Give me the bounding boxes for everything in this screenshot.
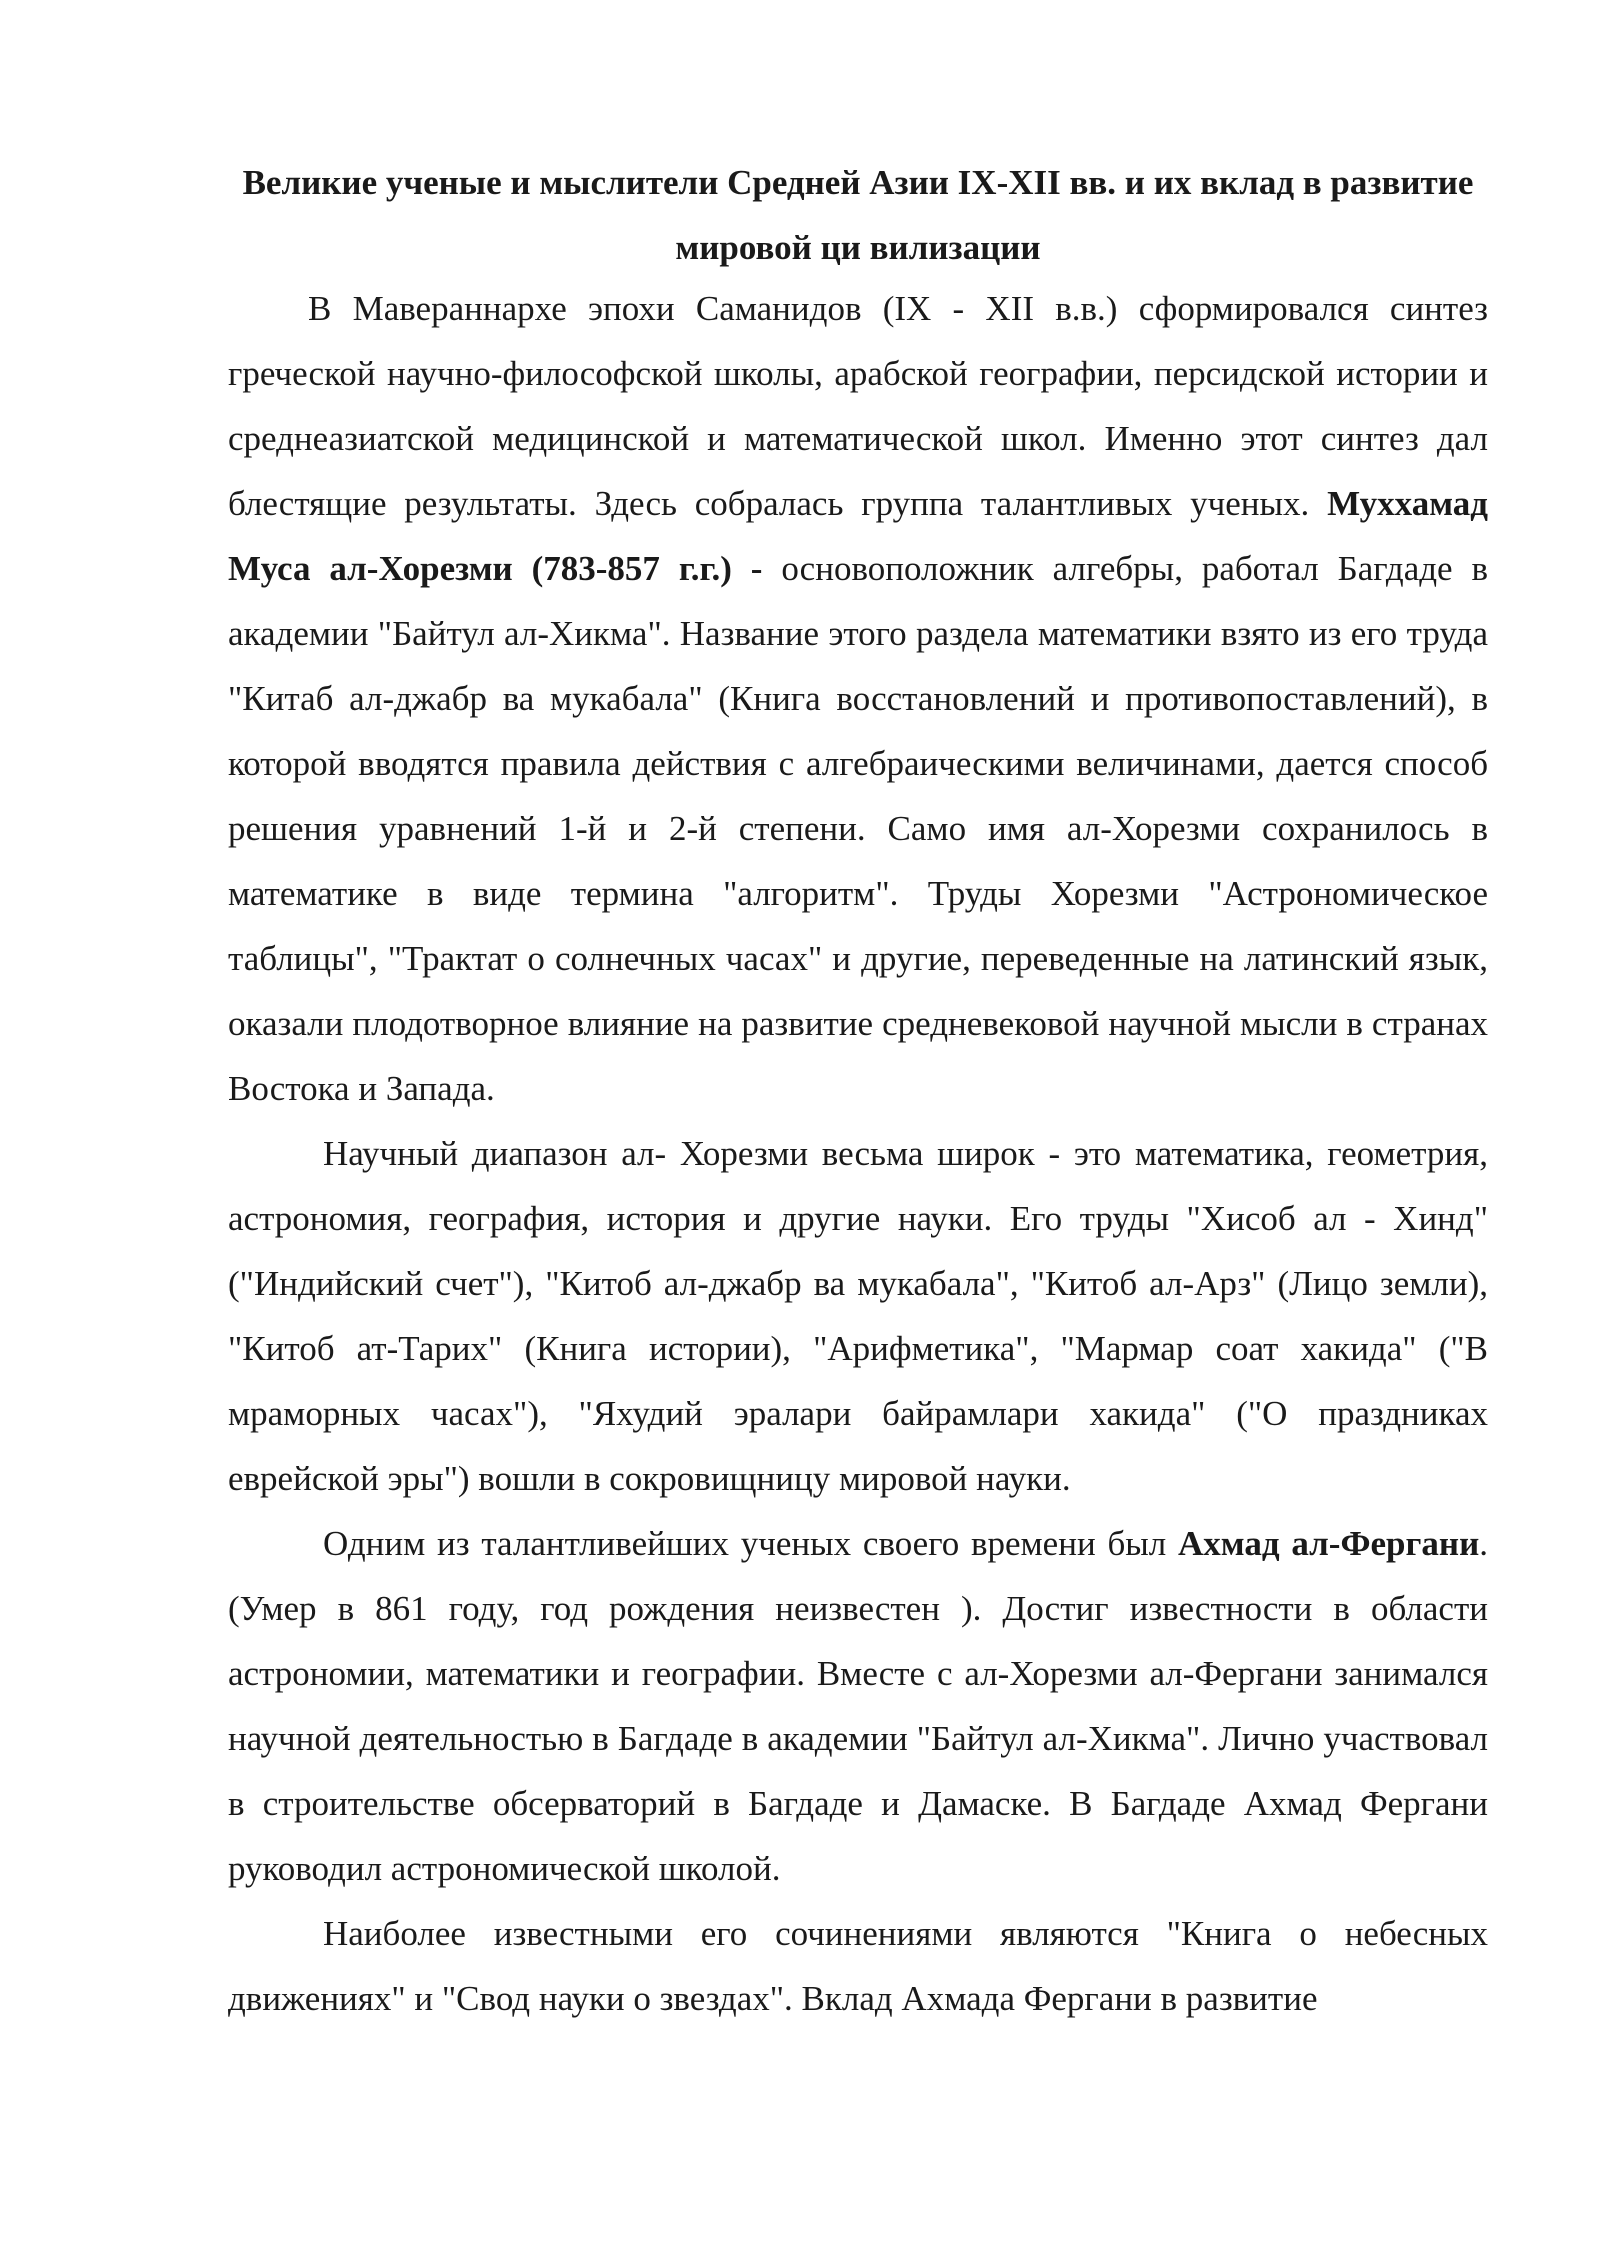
paragraph-2: Научный диапазон ал- Хорезми весьма широк - это математика, геометрия, астрономия, география, история и другие науки. Его труды "Хисоб ал - Хинд" ("Индийский счет"), "Китоб ал-джабр ва мукабала", "Китоб ал-Арз" (Лицо земли), "Китоб ат-Тарих" (Книга истории), "Арифметика", "Мармар соат хакида" ("В мраморных часах"), "Яхудий эралари байрамлари хакида" ("О праздниках еврейской эры") вошли в сокровищницу мировой науки. [228, 1134, 1488, 1498]
paragraph-3-bold-name: Ахмад ал-Фергани [1178, 1524, 1480, 1563]
paragraph-3-text-a: Одним из талантливейших ученых своего времени был [323, 1524, 1179, 1563]
paragraph-4: Наиболее известными его сочинениями являются "Книга о небесных движениях" и "Свод науки о звездах". Вклад Ахмада Фергани в развитие [228, 1914, 1488, 2018]
paragraph-1-bold-name: Муххамад Муса ал-Хорезми (783-857 г.г.) - [228, 484, 1488, 588]
paragraph-1 [228, 276, 1488, 1121]
document-body [228, 276, 1488, 2031]
paragraph-1-text-a: В Мавераннархе эпохи Саманидов (IX - XII в.в.) сформировался синтез греческой научно-философской школы, арабской географии, персидской истории и среднеазиатской медицинской и математической школ. Именно этот синтез дал блестящие результаты. Здесь собралась группа талантливых ученых. [228, 289, 1488, 523]
paragraph-3-text-b: . (Умер в 861 году, год рождения неизвестен ). Достиг известности в области астрономии, математики и географии. Вместе с ал-Хорезми ал-Фергани занимался научной деятельностью в Багдаде в академии "Байтул ал-Хикма". Лично участвовал в строительстве обсерваторий в Багдаде и Дамаске. В Багдаде Ахмад Фергани руководил астрономической школой. [228, 1524, 1489, 1888]
paragraph-1-text-b: основоположник алгебры, работал Багдаде в академии "Байтул ал-Хикма". Название этого раздела математики взято из его труда "Китаб ал-джабр ва мукабала" (Книга восстановлений и противопоставлений), в которой вводятся правила действия с алгебраическими величинами, дается способ решения уравнений 1-й и 2-й степени. Само имя ал-Хорезми сохранилось в математике в виде термина "алгоритм". Труды Хорезми "Астрономическое таблицы", "Трактат о солнечных часах" и другие, переведенные на латинский язык, оказали плодотворное влияние на развитие средневековой научной мысли в странах Востока и Запада. [228, 549, 1488, 1108]
document-title: Великие ученые и мыслители Средней Азии IX-XII вв. и их вклад в развитие мировой ци вилизации [242, 163, 1474, 267]
paragraph-3 [228, 1511, 1488, 1901]
